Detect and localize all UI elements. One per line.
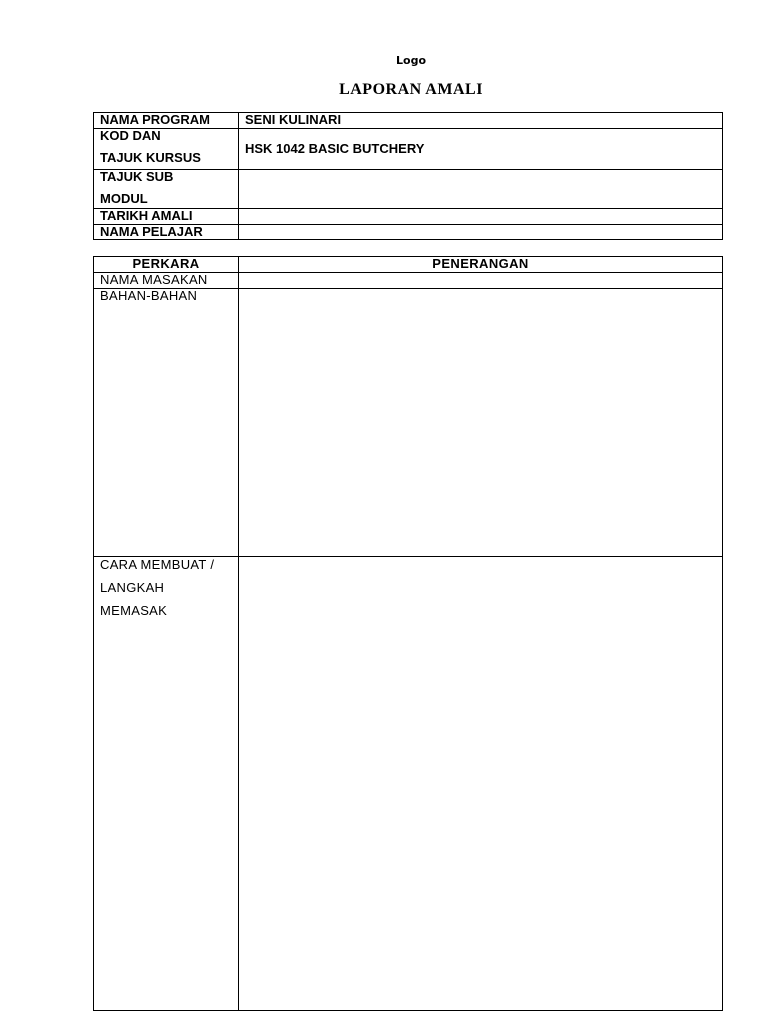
detail-row-bahan <box>94 289 723 557</box>
item-nama-masakan: NAMA MASAKAN <box>94 273 239 289</box>
header-perkara: PERKARA <box>94 257 239 273</box>
item-line: CARA MEMBUAT / <box>100 557 215 572</box>
value-tajuk-sub-modul[interactable] <box>239 170 723 209</box>
header-penerangan: PENERANGAN <box>239 257 723 273</box>
desc-cara-membuat[interactable] <box>239 557 723 1011</box>
value-nama-pelajar[interactable] <box>239 225 723 240</box>
item-line: MEMASAK <box>100 603 168 618</box>
desc-bahan-bahan[interactable] <box>239 289 723 557</box>
detail-row-nama-masakan <box>94 273 723 289</box>
info-row-sub-modul <box>94 170 723 209</box>
label-line: TAJUK KURSUS <box>100 150 201 165</box>
label-line: KOD DAN <box>100 128 161 143</box>
label-tarikh-amali: TARIKH AMALI <box>94 209 239 225</box>
detail-row-cara-membuat <box>94 557 723 1011</box>
label-kod-tajuk-kursus <box>94 129 239 170</box>
value-tarikh-amali[interactable] <box>239 209 723 225</box>
value-nama-program[interactable]: SENI KULINARI <box>239 113 723 129</box>
label-nama-program: NAMA PROGRAM <box>94 113 239 129</box>
info-row-pelajar <box>94 225 723 240</box>
info-row-tarikh <box>94 209 723 225</box>
page-title: LAPORAN AMALI <box>339 81 483 98</box>
desc-nama-masakan[interactable] <box>239 273 723 289</box>
label-line: TAJUK SUB <box>100 169 174 184</box>
detail-header-row <box>94 257 723 273</box>
label-nama-pelajar: NAMA PELAJAR <box>94 225 239 240</box>
label-tajuk-sub-modul <box>94 170 239 209</box>
value-kod-tajuk-kursus[interactable]: HSK 1042 BASIC BUTCHERY <box>239 129 723 170</box>
logo-text: Logo <box>396 54 426 67</box>
item-line: LANGKAH <box>100 580 165 595</box>
item-cara-membuat <box>94 557 239 1011</box>
info-row-kod-kursus <box>94 129 723 170</box>
detail-table <box>93 256 723 1011</box>
info-row-program <box>94 113 723 129</box>
info-table <box>93 112 723 240</box>
item-bahan-bahan: BAHAN-BAHAN <box>94 289 239 557</box>
label-line: MODUL <box>100 191 148 206</box>
